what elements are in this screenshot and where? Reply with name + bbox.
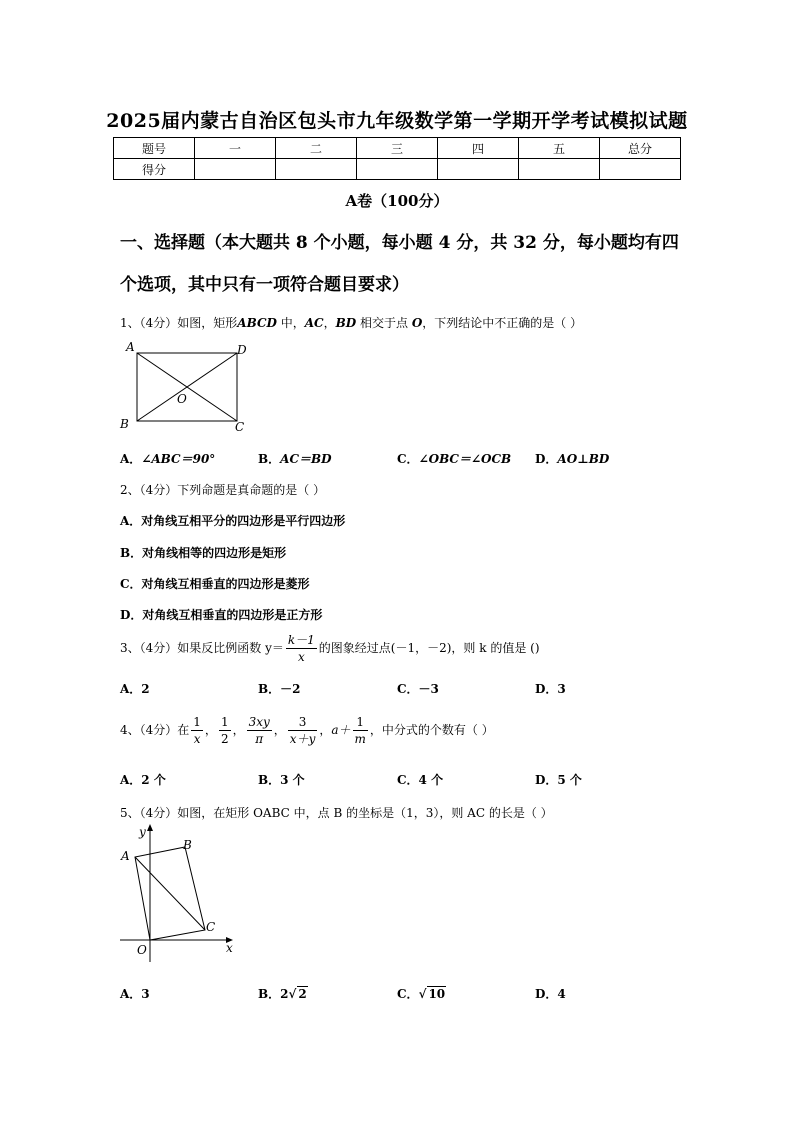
q1-option-d[interactable] (535, 450, 609, 467)
score-table (113, 137, 681, 180)
q4-fraction-5 (353, 714, 368, 747)
q3-option-c[interactable]: C．－3 (397, 682, 439, 696)
score-table-header-row (114, 138, 681, 159)
q1-text-part: 相交于点 (356, 316, 412, 330)
q5-label-o: O (137, 943, 147, 957)
question-1-text (120, 314, 582, 331)
q1-label-a: A (126, 340, 135, 354)
q4-sep: ， (273, 723, 286, 737)
score-header-cell: 五 (519, 138, 600, 159)
q4-frac-num: 1 (353, 714, 368, 731)
q4-frac-den: π (255, 732, 264, 746)
q4-option-a[interactable]: A．2 个 (120, 773, 166, 787)
score-cell[interactable] (195, 159, 276, 180)
question-2-text: 2、（4分）下列命题是真命题的是（ ） (120, 483, 326, 497)
score-cell[interactable] (519, 159, 600, 180)
q1-opt-prefix: A． (120, 452, 142, 466)
q3-option-d[interactable]: D．3 (535, 682, 566, 696)
q5-sqrt-radicand: 2 (298, 987, 307, 1001)
q5-label-b: B (183, 838, 192, 852)
q2-option-a[interactable]: A．对角线互相平分的四边形是平行四边形 (120, 514, 346, 528)
q4-frac-num: 1 (193, 715, 201, 729)
q5-option-d[interactable]: D．4 (535, 987, 566, 1001)
part1-title: 一、选择题（本大题共 8 个小题，每小题 4 分，共 32 分，每小题均有四个选项，其中只有一项符合题目要求） (120, 233, 679, 295)
q4-frac-den: 2 (220, 732, 229, 746)
q1-rectangle-figure (115, 338, 255, 438)
score-header-cell: 四 (438, 138, 519, 159)
question-3-text (120, 632, 540, 665)
q4-fraction-1 (191, 714, 203, 747)
q1-label-c: C (235, 420, 245, 434)
q1-option-a[interactable] (120, 450, 215, 467)
section-a-heading: A卷（100分） (345, 192, 449, 210)
q1-opt-prefix: D． (535, 452, 558, 466)
q5-diagonal-ac (135, 857, 205, 930)
q1-label-d: D (237, 343, 247, 357)
score-cell[interactable] (438, 159, 519, 180)
q5-label-c: C (206, 920, 216, 934)
q2-option-d[interactable]: D．对角线互相垂直的四边形是正方形 (120, 608, 323, 622)
q4-frac-den: x＋y (289, 732, 316, 746)
q3-fraction (286, 632, 317, 665)
q4-fraction-2 (219, 714, 231, 747)
q4-frac-num: 1 (220, 715, 229, 729)
q4-option-c[interactable]: C．4 个 (397, 773, 444, 787)
q1-text-part: ， (323, 316, 336, 330)
q3-option-b[interactable]: B．－2 (258, 682, 301, 696)
q4-a-plus: a＋ (331, 723, 351, 737)
q1-text-part: ，下列结论中不正确的是（ ） (422, 316, 583, 330)
score-header-cell: 总分 (600, 138, 681, 159)
q5-coordinate-figure (115, 822, 245, 967)
question-4-text (120, 714, 494, 747)
q5-opt-prefix: B．2 (258, 987, 289, 1001)
q4-sep: ， (232, 723, 245, 737)
q5-opt-prefix: C． (397, 987, 419, 1001)
q1-var: ABCD (237, 316, 277, 330)
question-5-text: 5、（4分）如图，在矩形 OABC 中，点 B 的坐标是（1，3），则 AC 的长是（ ） (120, 806, 553, 820)
q2-option-b[interactable]: B．对角线相等的四边形是矩形 (120, 546, 287, 560)
q4-option-b[interactable]: B．3 个 (258, 773, 305, 787)
q4-frac-den: m (354, 732, 366, 746)
q1-opt-text: AC＝BD (280, 452, 332, 466)
q4-fraction-4 (288, 714, 318, 747)
q4-frac-num: 3 (288, 714, 318, 731)
q1-option-b[interactable] (258, 450, 332, 467)
q5-option-a[interactable]: A．3 (120, 987, 150, 1001)
q1-var: O (411, 316, 423, 330)
q1-option-c[interactable] (397, 450, 511, 467)
q5-label-a: A (121, 849, 130, 863)
q5-sqrt-radicand: 10 (428, 987, 446, 1001)
score-header-cell: 三 (357, 138, 438, 159)
q4-option-d[interactable]: D．5 个 (535, 773, 582, 787)
score-cell[interactable] (276, 159, 357, 180)
q5-option-b[interactable]: B．2√ 2 (258, 987, 307, 1001)
q4-text-part: ，中分式的个数有（ ） (369, 723, 494, 737)
q1-text-part: 1、（4分）如图，矩形 (120, 316, 238, 330)
q1-var: AC (304, 316, 324, 330)
score-header-cell: 二 (276, 138, 357, 159)
q3-text-part: 的图象经过点(－1，－2)，则 k 的值是 () (318, 641, 540, 655)
q3-frac-den: x (297, 650, 305, 664)
q1-var: BD (335, 316, 357, 330)
score-table-score-row (114, 159, 681, 180)
q5-label-x: x (226, 941, 233, 955)
score-cell[interactable] (600, 159, 681, 180)
q1-opt-prefix: B． (258, 452, 281, 466)
q5-option-c[interactable]: C．√ 10 (397, 987, 446, 1001)
score-row-label: 得分 (114, 159, 195, 180)
q4-fraction-3 (247, 714, 272, 747)
q4-sep: ， (204, 723, 217, 737)
q3-option-a[interactable]: A．2 (120, 682, 150, 696)
q3-frac-num: k－1 (287, 633, 315, 647)
q1-opt-text: ∠OBC＝∠OCB (418, 452, 512, 466)
q5-y-arrow-icon (147, 824, 153, 831)
q1-text-part: 中， (276, 316, 305, 330)
q1-opt-text: AO⊥BD (557, 452, 610, 466)
q4-frac-den: x (193, 732, 201, 746)
q4-sep: ， (319, 723, 332, 737)
score-header-cell: 题号 (114, 138, 195, 159)
q4-text-part: 4、（4分）在 (120, 723, 190, 737)
q1-opt-text: ∠ABC＝90° (141, 452, 216, 466)
page-title: 2025届内蒙古自治区包头市九年级数学第一学期开学考试模拟试题 (106, 110, 688, 132)
q1-label-o: O (177, 392, 187, 406)
q3-text-part: 3、（4分）如果反比例函数 y＝ (120, 641, 284, 655)
score-header-cell: 一 (195, 138, 276, 159)
score-cell[interactable] (357, 159, 438, 180)
q1-opt-prefix: C． (397, 452, 419, 466)
q4-frac-num: 3xy (248, 715, 270, 729)
q2-option-c[interactable]: C．对角线互相垂直的四边形是菱形 (120, 577, 310, 591)
q5-label-y: y (139, 825, 146, 839)
q1-label-b: B (120, 417, 129, 431)
